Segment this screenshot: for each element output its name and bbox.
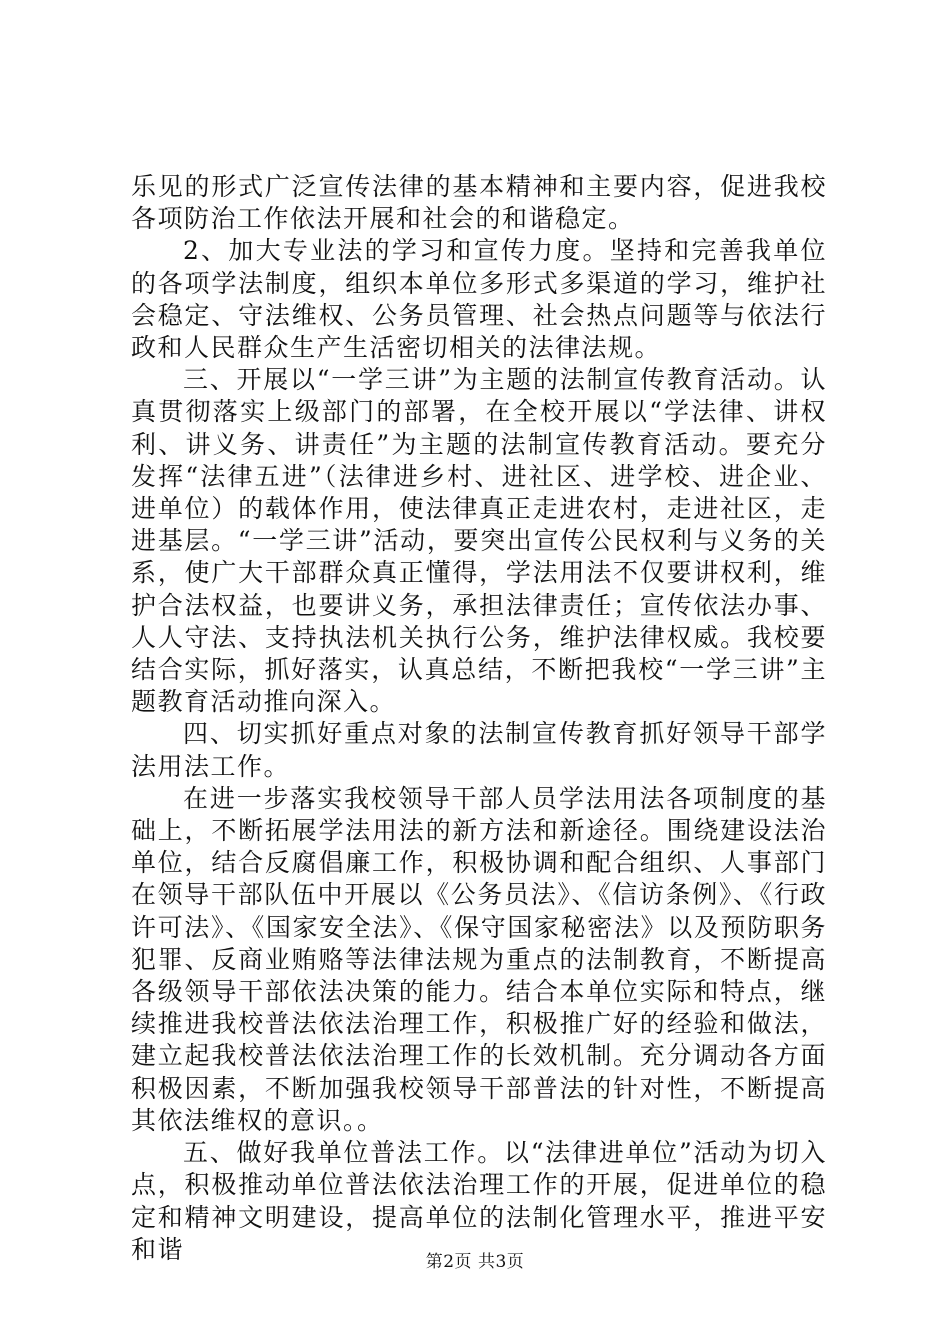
paragraph-continuation: 乐见的形式广泛宣传法律的基本精神和主要内容，促进我校各项防治工作依法开展和社会的和谐稳定。 — [131, 172, 827, 234]
page-footer: 第2页 共3页 — [425, 1252, 525, 1272]
paragraph-item-2: 2、加大专业法的学习和宣传力度。坚持和完善我单位的各项学法制度，组织本单位多形式多渠道的学习，维护社会稳定、守法维权、公务员管理、社会热点问题等与依法行政和人民群众生产生活密切相关的法律法规。 — [131, 236, 827, 363]
paragraph-section-5: 五、做好我单位普法工作。以“法律进单位”活动为切入点，积极推动单位普法依法治理工作的开展，促进单位的稳定和精神文明建设，提高单位的法制化管理水平，推进平安和谐 — [131, 1138, 827, 1264]
paragraph-section-4-heading: 四、切实抓好重点对象的法制宣传教育抓好领导干部学法用法工作。 — [131, 719, 827, 781]
paragraph-section-3: 三、开展以“一学三讲”为主题的法制宣传教育活动。认真贯彻落实上级部门的部署，在全校开展以“学法律、讲权利、讲义务、讲责任”为主题的法制宣传教育活动。要充分发挥“法律五进”（法律进乡村、进社区、进学校、进企业、进单位）的载体作用，使法律真正走进农村，走进社区，走进基层。“一学三讲”活动，要突出宣传公民权利与义务的关系，使广大干部群众真正懂得，学法用法不仅要讲权利，维护合法权益，也要讲义务，承担法律责任；宣传依法办事、人人守法、支持执法机关执行公务，维护法律权威。我校要结合实际，抓好落实，认真总结，不断把我校“一学三讲”主题教育活动推向深入。 — [131, 365, 827, 717]
paragraph-section-4-body: 在进一步落实我校领导干部人员学法用法各项制度的基础上，不断拓展学法用法的新方法和新途径。围绕建设法治单位，结合反腐倡廉工作，积极协调和配合组织、人事部门在领导干部队伍中开展以《公务员法》、《信访条例》、《行政许可法》、《国家安全法》、《保守国家秘密法》以及预防职务犯罪、反商业贿赂等法律法规为重点的法制教育，不断提高各级领导干部依法决策的能力。结合本单位实际和特点，继续推进我校普法依法治理工作，积极推广好的经验和做法，建立起我校普法依法治理工作的长效机制。充分调动各方面积极因素，不断加强我校领导干部普法的针对性，不断提高其依法维权的意识。。 — [131, 783, 827, 1135]
document-body — [131, 171, 827, 1266]
